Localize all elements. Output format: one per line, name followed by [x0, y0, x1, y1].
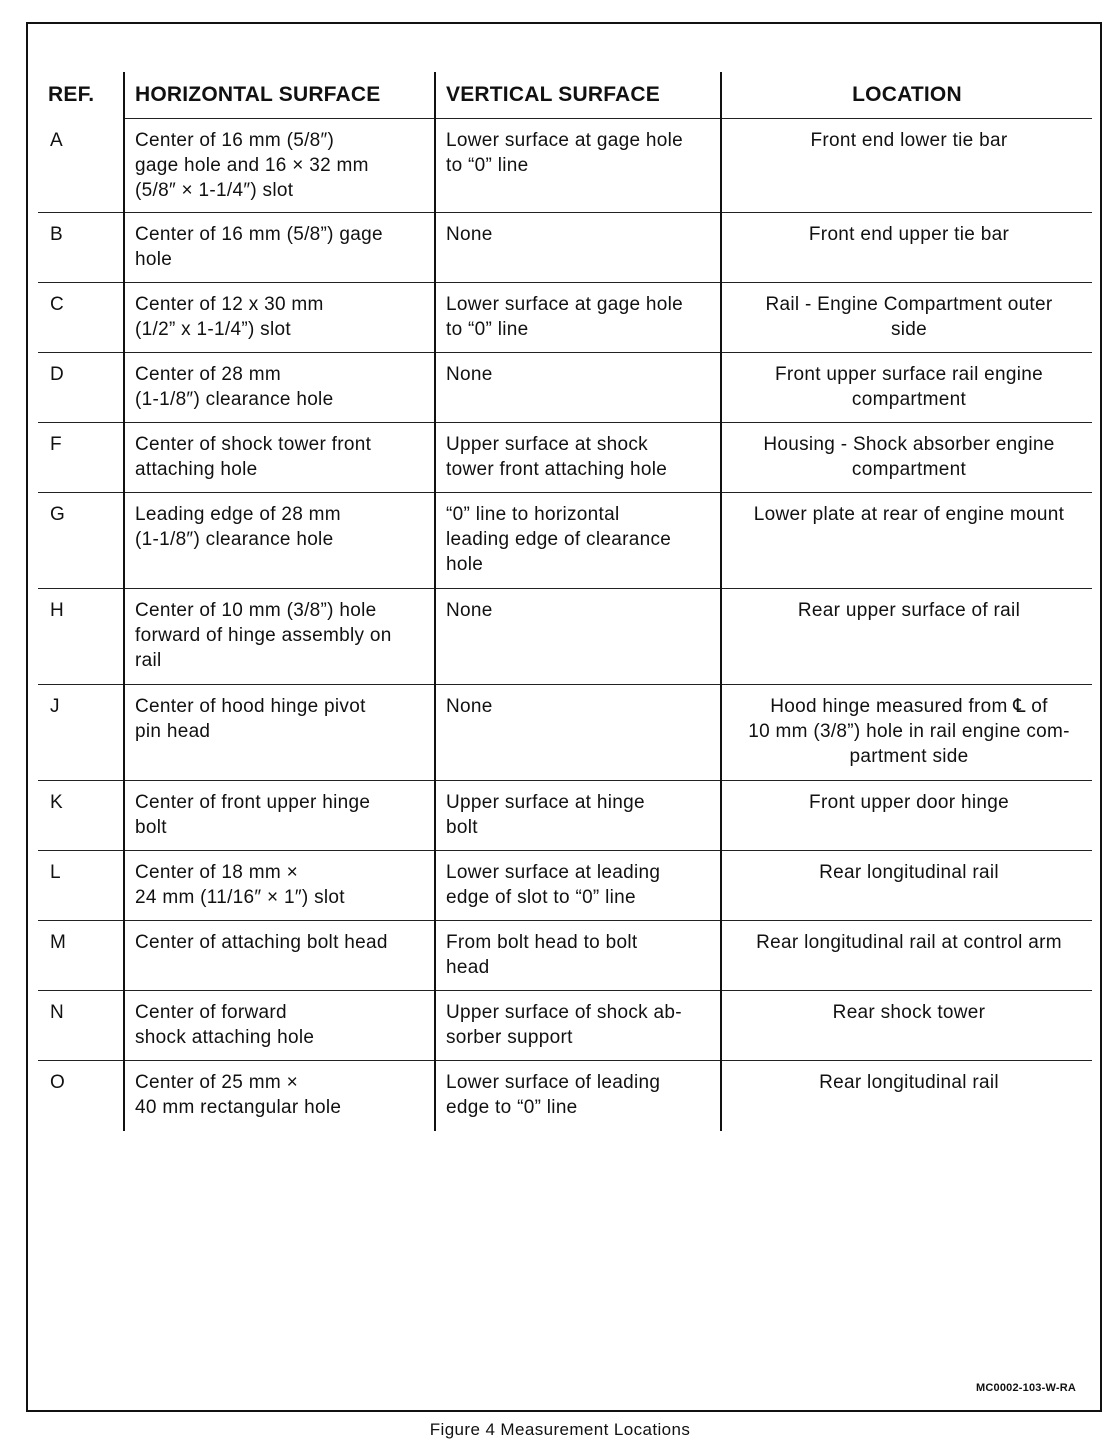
cell-vertical-surface: [435, 991, 721, 1061]
cell-line: pin head: [135, 721, 211, 742]
cell-location: [721, 119, 1092, 213]
cell-line: Center of front upper hinge: [135, 792, 371, 813]
table-row: [38, 685, 1092, 781]
cell-line: compartment: [851, 389, 967, 410]
cell-line: Center of 16 mm (5/8″): [135, 130, 335, 151]
cell-vertical-surface: [435, 493, 721, 589]
cell-horizontal-surface: [124, 589, 435, 685]
cell-ref: G: [38, 493, 124, 589]
cell-line: Rear upper surface of rail: [797, 600, 1021, 621]
table-row: [38, 119, 1092, 213]
cell-ref: M: [38, 921, 124, 991]
cell-horizontal-surface: [124, 781, 435, 851]
cell-ref: H: [38, 589, 124, 685]
cell-line: Lower surface at gage hole: [446, 294, 684, 315]
cell-location: [721, 589, 1092, 685]
table-row: [38, 921, 1092, 991]
cell-ref: N: [38, 991, 124, 1061]
cell-line: Rear longitudinal rail: [819, 1072, 999, 1093]
cell-line: (5/8″ × 1-1/4″) slot: [135, 180, 294, 201]
table-row: [38, 213, 1092, 283]
cell-line: hole: [135, 249, 173, 270]
cell-line: Center of 18 mm ×: [135, 862, 298, 883]
cell-line: forward of hinge assembly on: [135, 625, 392, 646]
cell-line: Lower surface at gage hole: [446, 130, 684, 151]
cell-line: Center of attaching bolt head: [135, 932, 388, 953]
cell-location: [721, 493, 1092, 589]
cell-horizontal-surface: [124, 685, 435, 781]
cell-line: Center of forward: [135, 1002, 287, 1023]
cell-line: Housing - Shock absorber engine: [763, 434, 1055, 455]
cell-line: Center of 10 mm (3/8”) hole: [135, 600, 377, 621]
cell-ref: J: [38, 685, 124, 781]
cell-line: attaching hole: [135, 459, 258, 480]
table-body: [38, 119, 1092, 1131]
cell-vertical-surface: [435, 423, 721, 493]
table-row: [38, 493, 1092, 589]
cell-location: [721, 283, 1092, 353]
cell-line: None: [446, 364, 493, 385]
cell-horizontal-surface: [124, 1061, 435, 1131]
cell-location: [721, 213, 1092, 283]
cell-vertical-surface: [435, 921, 721, 991]
cell-horizontal-surface: [124, 353, 435, 423]
measurement-table: [38, 72, 1092, 1131]
cell-location: [721, 353, 1092, 423]
cell-line: None: [446, 600, 493, 621]
cell-line: Center of 25 mm ×: [135, 1072, 298, 1093]
cell-line: None: [446, 224, 493, 245]
cell-horizontal-surface: [124, 213, 435, 283]
cell-location: [721, 781, 1092, 851]
cell-line: Front upper surface rail engine: [774, 364, 1044, 385]
cell-horizontal-surface: [124, 851, 435, 921]
cell-ref: A: [38, 119, 124, 213]
cell-line: edge of slot to “0” line: [446, 887, 636, 908]
cell-line: Hood hinge measured from ℄ of: [770, 696, 1048, 717]
cell-line: gage hole and 16 × 32 mm: [135, 155, 369, 176]
cell-horizontal-surface: [124, 423, 435, 493]
cell-line: compartment: [851, 459, 967, 480]
cell-line: Leading edge of 28 mm: [135, 504, 341, 525]
cell-line: Front upper door hinge: [809, 792, 1009, 813]
cell-horizontal-surface: [124, 119, 435, 213]
cell-horizontal-surface: [124, 921, 435, 991]
cell-location: [721, 423, 1092, 493]
cell-line: Rear longitudinal rail: [819, 862, 999, 883]
cell-vertical-surface: [435, 353, 721, 423]
cell-line: Lower surface of leading: [446, 1072, 661, 1093]
cell-line: head: [446, 957, 490, 978]
cell-line: (1-1/8″) clearance hole: [135, 389, 334, 410]
cell-line: Rear shock tower: [832, 1002, 986, 1023]
table-row: [38, 283, 1092, 353]
cell-vertical-surface: [435, 213, 721, 283]
figure-code: MC0002-103-W-RA: [976, 1382, 1076, 1394]
cell-line: “0” line to horizontal: [446, 504, 620, 525]
cell-line: Center of hood hinge pivot: [135, 696, 366, 717]
cell-vertical-surface: [435, 1061, 721, 1131]
cell-location: [721, 921, 1092, 991]
cell-line: edge to “0” line: [446, 1097, 578, 1118]
table-header-row: [38, 72, 1092, 119]
cell-line: Lower plate at rear of engine mount: [753, 504, 1065, 525]
cell-line: Center of 28 mm: [135, 364, 281, 385]
cell-line: (1-1/8″) clearance hole: [135, 529, 334, 550]
cell-vertical-surface: [435, 685, 721, 781]
cell-line: bolt: [135, 817, 167, 838]
cell-ref: L: [38, 851, 124, 921]
cell-ref: K: [38, 781, 124, 851]
cell-line: leading edge of clearance: [446, 529, 672, 550]
cell-location: [721, 851, 1092, 921]
cell-line: Lower surface at leading: [446, 862, 661, 883]
cell-line: Upper surface at hinge: [446, 792, 645, 813]
cell-ref: O: [38, 1061, 124, 1131]
cell-line: Center of 12 x 30 mm: [135, 294, 324, 315]
cell-line: sorber support: [446, 1027, 573, 1048]
figure-frame: [26, 22, 1102, 1412]
cell-ref: C: [38, 283, 124, 353]
cell-line: tower front attaching hole: [446, 459, 668, 480]
cell-location: [721, 1061, 1092, 1131]
figure-caption: Figure 4 Measurement Locations: [429, 1420, 691, 1439]
cell-line: Upper surface at shock: [446, 434, 648, 455]
table-row: [38, 589, 1092, 685]
header-ref: REF.: [48, 83, 95, 106]
cell-line: hole: [446, 554, 484, 575]
table-row: [38, 781, 1092, 851]
cell-line: Rear longitudinal rail at control arm: [756, 932, 1062, 953]
cell-line: 24 mm (11/16″ × 1″) slot: [135, 887, 345, 908]
cell-line: partment side: [849, 746, 969, 767]
cell-line: shock attaching hole: [135, 1027, 315, 1048]
cell-line: 10 mm (3/8”) hole in rail engine com-: [748, 721, 1070, 742]
cell-vertical-surface: [435, 119, 721, 213]
cell-vertical-surface: [435, 781, 721, 851]
header-horizontal-surface: HORIZONTAL SURFACE: [124, 72, 435, 119]
cell-line: to “0” line: [446, 319, 529, 340]
cell-horizontal-surface: [124, 991, 435, 1061]
table-row: [38, 423, 1092, 493]
cell-line: 40 mm rectangular hole: [135, 1097, 342, 1118]
cell-line: (1/2” x 1-1/4”) slot: [135, 319, 291, 340]
cell-vertical-surface: [435, 851, 721, 921]
cell-line: Upper surface of shock ab-: [446, 1002, 682, 1023]
cell-horizontal-surface: [124, 283, 435, 353]
cell-line: bolt: [446, 817, 478, 838]
cell-line: Rail - Engine Compartment outer: [765, 294, 1053, 315]
header-location: LOCATION: [721, 72, 1092, 119]
cell-ref: F: [38, 423, 124, 493]
cell-line: Front end lower tie bar: [810, 130, 1008, 151]
header-vertical-surface: VERTICAL SURFACE: [435, 72, 721, 119]
cell-line: Center of shock tower front: [135, 434, 372, 455]
table-row: [38, 991, 1092, 1061]
cell-line: None: [446, 696, 493, 717]
cell-vertical-surface: [435, 589, 721, 685]
cell-ref: D: [38, 353, 124, 423]
table-row: [38, 353, 1092, 423]
cell-vertical-surface: [435, 283, 721, 353]
cell-line: side: [890, 319, 928, 340]
cell-location: [721, 991, 1092, 1061]
cell-line: rail: [135, 650, 162, 671]
table-row: [38, 1061, 1092, 1131]
cell-line: to “0” line: [446, 155, 529, 176]
cell-line: Center of 16 mm (5/8”) gage: [135, 224, 383, 245]
cell-horizontal-surface: [124, 493, 435, 589]
table-row: [38, 851, 1092, 921]
cell-line: Front end upper tie bar: [808, 224, 1010, 245]
cell-line: From bolt head to bolt: [446, 932, 638, 953]
cell-ref: B: [38, 213, 124, 283]
cell-location: [721, 685, 1092, 781]
